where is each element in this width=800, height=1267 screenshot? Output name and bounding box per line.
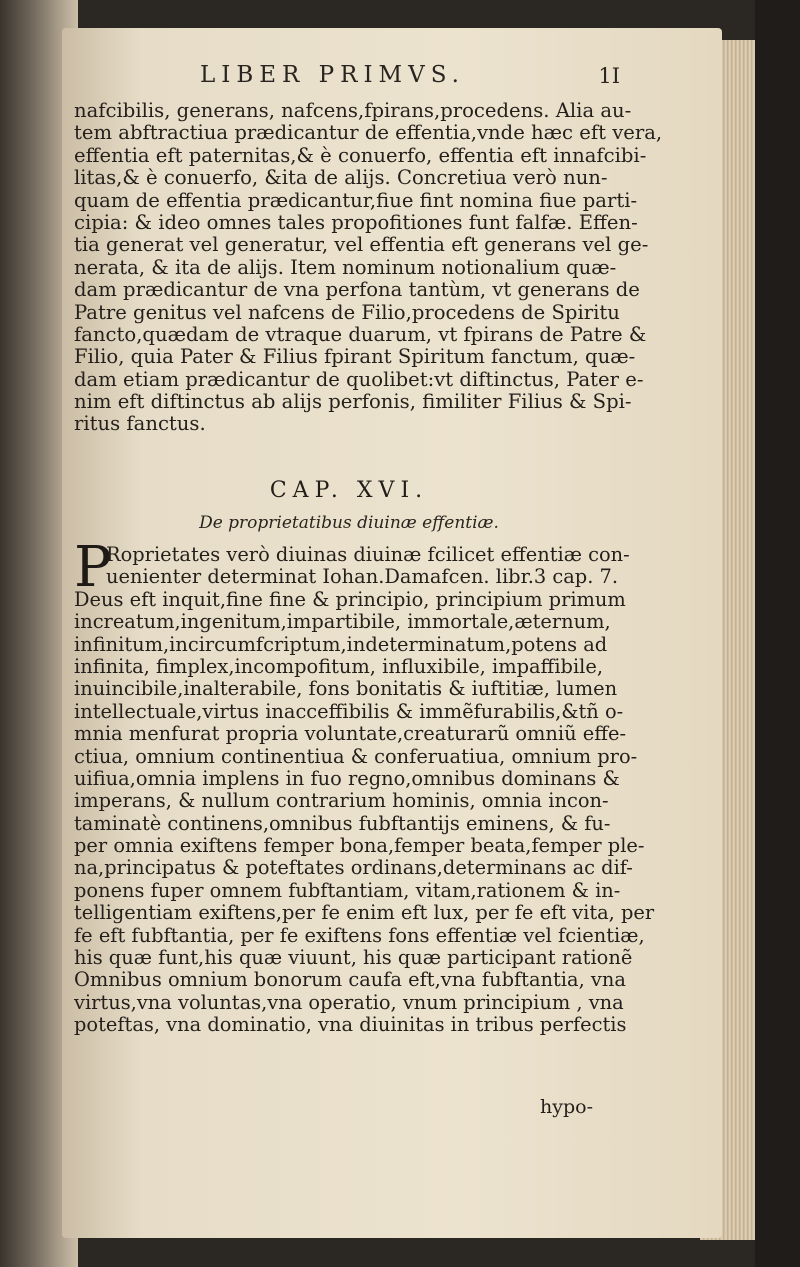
- text-line: Patre genitus vel nafcens de Filio,procedens de Spiritu: [74, 300, 620, 324]
- text-line: ritus fanctus.: [74, 412, 206, 436]
- text-line: fancto,quædam de vtraque duarum, vt fpirans de Patre &: [74, 322, 647, 346]
- text-line: Filio, quia Pater & Filius fpirant Spiritum fanctum, quæ-: [74, 345, 636, 369]
- text-block-2: [74, 543, 655, 1037]
- text-line: dam etiam prædicantur de quolibet:vt diftinctus, Pater e-: [74, 367, 644, 391]
- text-line: cipia: & ideo omnes tales propofitiones funt falfæ. Effen-: [74, 210, 638, 234]
- running-head: LIBER PRIMVS.: [200, 62, 465, 88]
- chapter-heading: CAP. XVI.: [269, 478, 429, 503]
- page-header: [200, 62, 620, 98]
- chapter-subtitle: De proprietatibus diuinæ effentiæ.: [199, 513, 499, 533]
- text-line: litas,& è conuerfo, &ita de alijs. Concretiua verò nun-: [74, 166, 608, 190]
- text-line: fe eft fubftantia, per fe exiftens fons effentiæ vel fcientiæ,: [74, 923, 645, 947]
- text-line: infinitum,incircumfcriptum,indeterminatum,potens ad: [74, 632, 608, 656]
- text-line: nerata, & ita de alijs. Item nominum notionalium quæ-: [74, 255, 617, 279]
- text-line: infinita, fimplex,incompofitum, influxibile, impaffibile,: [74, 654, 603, 678]
- text-line: per omnia exiftens femper bona,femper beata,femper ple-: [74, 834, 645, 858]
- text-line: tia generat vel generatur, vel effentia eft generans vel ge-: [74, 233, 649, 257]
- text-line: imperans, & nullum contrarium hominis, omnia incon-: [74, 789, 609, 813]
- text-line: dam prædicantur de vna perfona tantùm, vt generans de: [74, 278, 640, 302]
- text-line: Deus eft inquit,fine fine & principio, principium primum: [74, 587, 626, 611]
- text-block-1: [74, 99, 663, 436]
- text-line: mnia menfurat propria voluntate,creaturarũ omniũ effe-: [74, 722, 627, 746]
- drop-cap: P: [74, 535, 112, 600]
- text-line: his quæ funt,his quæ viuunt, his quæ participant rationẽ: [74, 946, 633, 970]
- text-line: na,principatus & poteftates ordinans,determinans ac dif-: [74, 856, 633, 880]
- text-line: Omnibus omnium bonorum caufa eft,vna fubftantia, vna: [74, 968, 626, 992]
- text-line: virtus,vna voluntas,vna operatio, vnum principium , vna: [74, 990, 624, 1014]
- text-line: Roprietates verò diuinas diuinæ fcilicet effentiæ con-: [106, 543, 630, 566]
- text-line: uenienter determinat Iohan.Damafcen. libr.3 cap. 7.: [106, 565, 619, 589]
- text-line: tem abftractiua prædicantur de effentia,vnde hæc eft vera,: [74, 121, 663, 145]
- text-line: telligentiam exiftens,per fe enim eft lux, per fe eft vita, per: [74, 901, 655, 925]
- text-line: effentia eft paternitas,& è conuerfo, effentia eft innafcibi-: [74, 143, 647, 167]
- catchword: hypo-: [540, 1096, 593, 1118]
- text-line: ponens fuper omnem fubftantiam, vitam,rationem & in-: [74, 878, 621, 902]
- text-line: nim eft diftinctus ab alijs perfonis, fimiliter Filius & Spi-: [74, 390, 632, 414]
- page-number: 1I: [598, 64, 620, 88]
- text-line: inuincibile,inalterabile, fons bonitatis & iuftitiæ, lumen: [74, 677, 618, 701]
- text-line: taminatè continens,omnibus fubftantijs eminens, & fu-: [74, 811, 611, 835]
- text-line: quam de effentia prædicantur,fiue fint nomina fiue parti-: [74, 188, 638, 212]
- text-line: uifiua,omnia implens in fuo regno,omnibus dominans &: [74, 766, 620, 790]
- text-line: poteftas, vna dominatio, vna diuinitas in tribus perfectis: [74, 1013, 627, 1037]
- text-line: ctiua, omnium continentiua & conferuatiua, omnium pro-: [74, 744, 638, 768]
- text-line: increatum,ingenitum,impartibile, immortale,æternum,: [74, 610, 611, 634]
- text-line: intellectuale,virtus inacceffibilis & immẽfurabilis,&tñ o-: [74, 699, 624, 723]
- background-right: [755, 0, 800, 1267]
- text-line: nafcibilis, generans, nafcens,fpirans,procedens. Alia au-: [74, 99, 632, 122]
